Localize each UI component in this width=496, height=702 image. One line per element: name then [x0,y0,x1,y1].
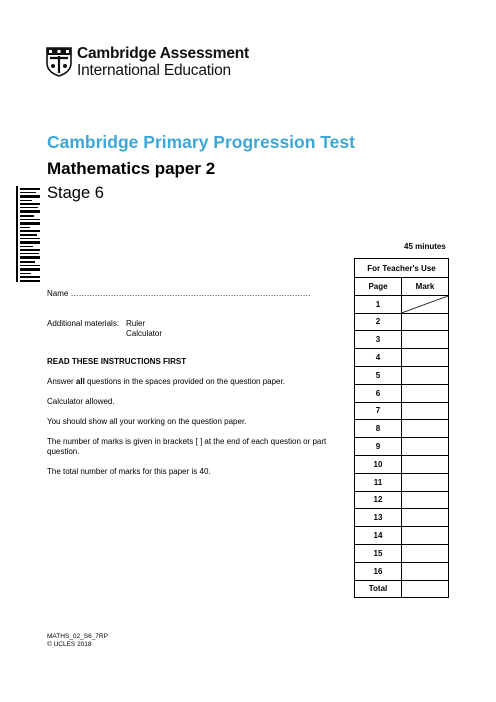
page-number: 8 [355,420,402,438]
page-number: 13 [355,509,402,527]
instruction-line: You should show all your working on the question paper. [47,417,247,426]
paper-title: Mathematics paper 2 [47,159,216,178]
mark-cell[interactable] [402,349,449,367]
materials-label: Additional materials: [47,319,120,328]
diagonal-strike-icon [402,296,448,313]
page-number: 3 [355,331,402,349]
mark-cell[interactable] [402,366,449,384]
mark-cell[interactable] [402,384,449,402]
materials-item: Calculator [126,329,163,338]
mark-column-header: Mark [402,278,449,296]
mark-cell[interactable] [402,562,449,580]
page-number: 9 [355,438,402,456]
cambridge-shield-icon [46,47,72,77]
mark-cell[interactable] [402,313,449,331]
test-title: Cambridge Primary Progression Test [47,132,355,152]
mark-cell[interactable] [402,473,449,491]
page-footer [47,633,108,649]
logo-line-2: International Education [77,62,231,79]
mark-cell-crossed [402,295,449,313]
instruction-line: Calculator allowed. [47,397,115,406]
materials-item: Ruler [126,319,146,328]
instruction-line: Answer all questions in the spaces provided on the question paper. [47,377,285,386]
paper-code: MATHS_02_S6_7RP [47,633,108,640]
page-number: 16 [355,562,402,580]
page-number: 12 [355,491,402,509]
mark-cell[interactable] [402,544,449,562]
page-number: 11 [355,473,402,491]
page-number: 14 [355,527,402,545]
mark-cell[interactable] [402,527,449,545]
copyright-notice: © UCLES 2018 [47,641,92,648]
additional-materials [47,319,163,338]
instruction-line: The number of marks is given in brackets [ ] at the end of each question or part question. [47,437,327,456]
candidate-name-field[interactable]: Name ……………………………………………………………………………… [47,289,311,298]
stage-label: Stage 6 [47,184,104,202]
page-number: 4 [355,349,402,367]
mark-cell[interactable] [402,438,449,456]
total-label: Total [355,580,402,598]
page-number: 6 [355,384,402,402]
mark-cell[interactable] [402,420,449,438]
duration-label: 45 minutes [404,242,446,251]
page-number: 15 [355,544,402,562]
instructions-heading: READ THESE INSTRUCTIONS FIRST [47,357,187,366]
mark-cell[interactable] [402,491,449,509]
instruction-line: The total number of marks for this paper is 40. [47,467,211,476]
teacher-marks-table [354,258,449,598]
total-mark-cell[interactable] [402,580,449,598]
org-logo-text [77,45,249,79]
logo-line-1: Cambridge Assessment [77,45,250,62]
mark-cell[interactable] [402,455,449,473]
page-number: 10 [355,455,402,473]
page-number: 1 [355,295,402,313]
page-number: 5 [355,366,402,384]
mark-cell[interactable] [402,331,449,349]
mark-cell[interactable] [402,402,449,420]
page-number: 2 [355,313,402,331]
teacher-table-header: For Teacher's Use [355,259,449,278]
barcode-image [16,186,40,282]
page-number: 7 [355,402,402,420]
page-column-header: Page [355,278,402,296]
mark-cell[interactable] [402,509,449,527]
materials-list [126,319,162,339]
